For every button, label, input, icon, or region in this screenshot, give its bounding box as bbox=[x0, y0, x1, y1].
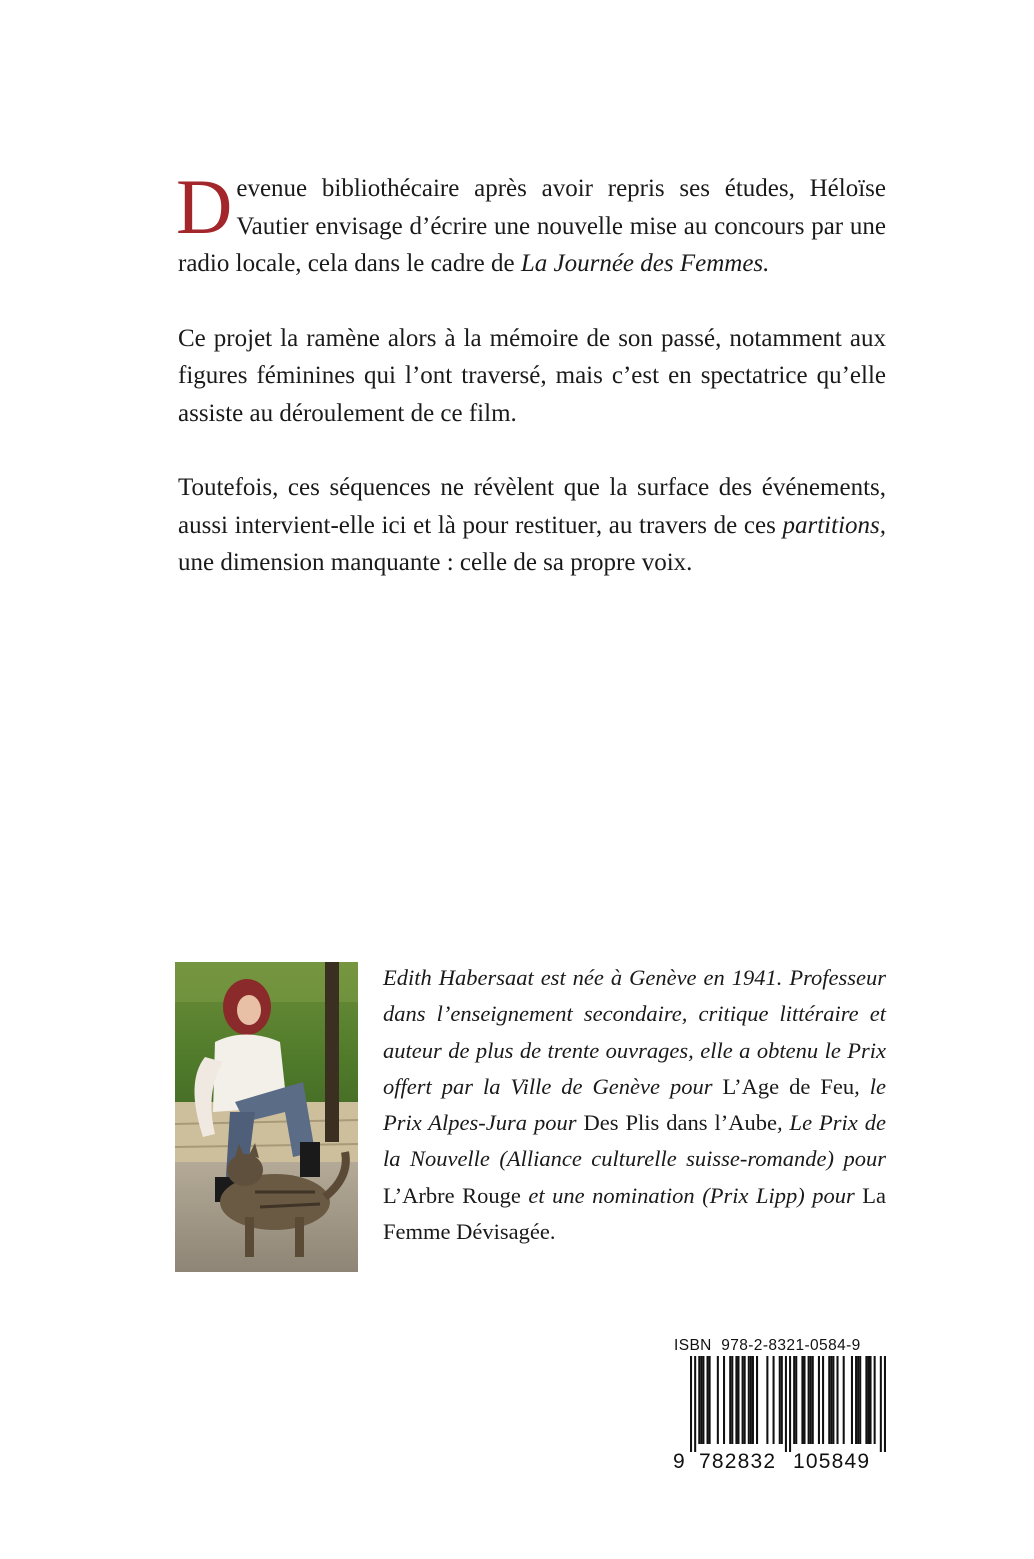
barcode-bar bbox=[793, 1356, 795, 1444]
bio-segment-1: Edith Habersaat est née à Genève en 1941. Professeur dans l’enseignement secondaire, critique littéraire et auteur de plus de trente ouvrages, elle a obtenu le Prix offert par la Ville de Genève pour bbox=[383, 965, 886, 1099]
barcode-bar bbox=[808, 1356, 810, 1444]
blurb-p1-text: evenue bibliothécaire après avoir repris ses études, Héloïse Vautier envisage d’écrire une nouvelle mise au concours par une radio locale, cela dans le cadre de bbox=[178, 175, 886, 277]
barcode-bar bbox=[880, 1356, 882, 1452]
barcode-bar bbox=[735, 1356, 737, 1444]
barcode-bar bbox=[717, 1356, 719, 1444]
barcode-bar bbox=[795, 1356, 797, 1444]
barcode-bar bbox=[851, 1356, 853, 1444]
barcode-bar bbox=[694, 1356, 696, 1452]
author-photo bbox=[175, 962, 358, 1272]
blurb-p3-text-b: une dimension manquante : celle de sa propre voix. bbox=[178, 549, 693, 576]
barcode-first-digit: 9 bbox=[673, 1450, 686, 1473]
barcode-bar bbox=[832, 1356, 834, 1444]
barcode-bar bbox=[729, 1356, 731, 1444]
barcode-bar bbox=[723, 1356, 725, 1444]
barcode-bar bbox=[836, 1356, 838, 1444]
blurb-paragraph-2: Ce projet la ramène alors à la mémoire de son passé, notamment aux figures féminines qui l’ont traversé, mais c’est en spectatrice qu’elle assiste au déroulement de ce film. bbox=[178, 324, 886, 427]
barcode-bar bbox=[874, 1356, 876, 1444]
barcode-bar bbox=[690, 1356, 692, 1452]
barcode-bar bbox=[731, 1356, 733, 1444]
barcode-bar bbox=[812, 1356, 814, 1444]
barcode-bar bbox=[867, 1356, 869, 1444]
bio-book-title-1: L’Age de Feu bbox=[722, 1073, 855, 1099]
blurb-p1-italic: La Journée des Femmes. bbox=[520, 250, 770, 277]
barcode-bar bbox=[857, 1356, 859, 1444]
barcode-bar bbox=[779, 1356, 781, 1444]
barcode-digit-group-2: 105849 bbox=[793, 1450, 871, 1473]
bio-segment-3: , Le Prix de la Nouvelle (Alliance culturelle suisse-romande) pour bbox=[383, 1110, 886, 1172]
barcode-bar bbox=[773, 1356, 775, 1444]
barcode-bar bbox=[744, 1356, 746, 1444]
barcode-bar bbox=[709, 1356, 711, 1444]
barcode-bar bbox=[865, 1356, 867, 1444]
barcode-bar bbox=[789, 1356, 791, 1452]
barcode-bar bbox=[869, 1356, 871, 1444]
barcode-bar bbox=[822, 1356, 824, 1444]
author-bio-text bbox=[383, 960, 886, 1250]
barcode-bar bbox=[801, 1356, 803, 1444]
barcode-bar bbox=[859, 1356, 861, 1444]
bio-segment-2: , le Prix Alpes-Jura pour bbox=[383, 1073, 886, 1136]
author-bio bbox=[383, 960, 886, 1250]
isbn-label: ISBN 978-2-8321-0584-9 bbox=[674, 1337, 861, 1354]
barcode-bar bbox=[803, 1356, 805, 1444]
barcode-bar bbox=[830, 1356, 832, 1444]
barcode-image bbox=[690, 1356, 886, 1452]
barcode-digit-group-1: 782832 bbox=[699, 1450, 777, 1473]
barcode-bar bbox=[737, 1356, 739, 1444]
barcode-bar bbox=[855, 1356, 857, 1444]
bio-segment-4: et une nomination (Prix Lipp) pour bbox=[520, 1182, 863, 1208]
barcode-bar bbox=[810, 1356, 812, 1444]
barcode-bar bbox=[748, 1356, 750, 1444]
barcode-bar bbox=[698, 1356, 700, 1444]
barcode-bar bbox=[702, 1356, 704, 1444]
barcode-bar bbox=[756, 1356, 758, 1444]
barcode-bar bbox=[828, 1356, 830, 1444]
barcode-bar bbox=[818, 1356, 820, 1444]
barcode-bar bbox=[707, 1356, 709, 1444]
barcode-bar bbox=[742, 1356, 744, 1444]
back-cover-blurb bbox=[176, 163, 886, 619]
barcode-bar bbox=[785, 1356, 787, 1452]
bio-book-title-3: L’Arbre Rouge bbox=[383, 1182, 521, 1208]
barcode-bar bbox=[843, 1356, 845, 1444]
barcode-bar bbox=[766, 1356, 768, 1444]
bio-book-title-4: La Femme Dévisagée bbox=[383, 1182, 886, 1245]
blurb-p3-text-a: Toutefois, ces séquences ne révèlent que la surface des événements, aussi intervient-elle ici et là pour restituer, au travers de ces bbox=[178, 474, 886, 539]
blurb-paragraph-3 bbox=[178, 469, 886, 582]
barcode-bar bbox=[750, 1356, 752, 1444]
blurb-paragraph-1 bbox=[176, 163, 886, 283]
bio-book-title-2: Des Plis dans l’Aube bbox=[583, 1110, 777, 1136]
barcode-bar bbox=[884, 1356, 886, 1452]
barcode-bar bbox=[752, 1356, 754, 1444]
barcode-bar bbox=[700, 1356, 702, 1444]
blurb-p3-italic: partitions, bbox=[782, 511, 886, 539]
bio-segment-5: . bbox=[549, 1219, 556, 1245]
barcode-bar bbox=[781, 1356, 783, 1444]
drop-cap: D bbox=[176, 163, 233, 250]
